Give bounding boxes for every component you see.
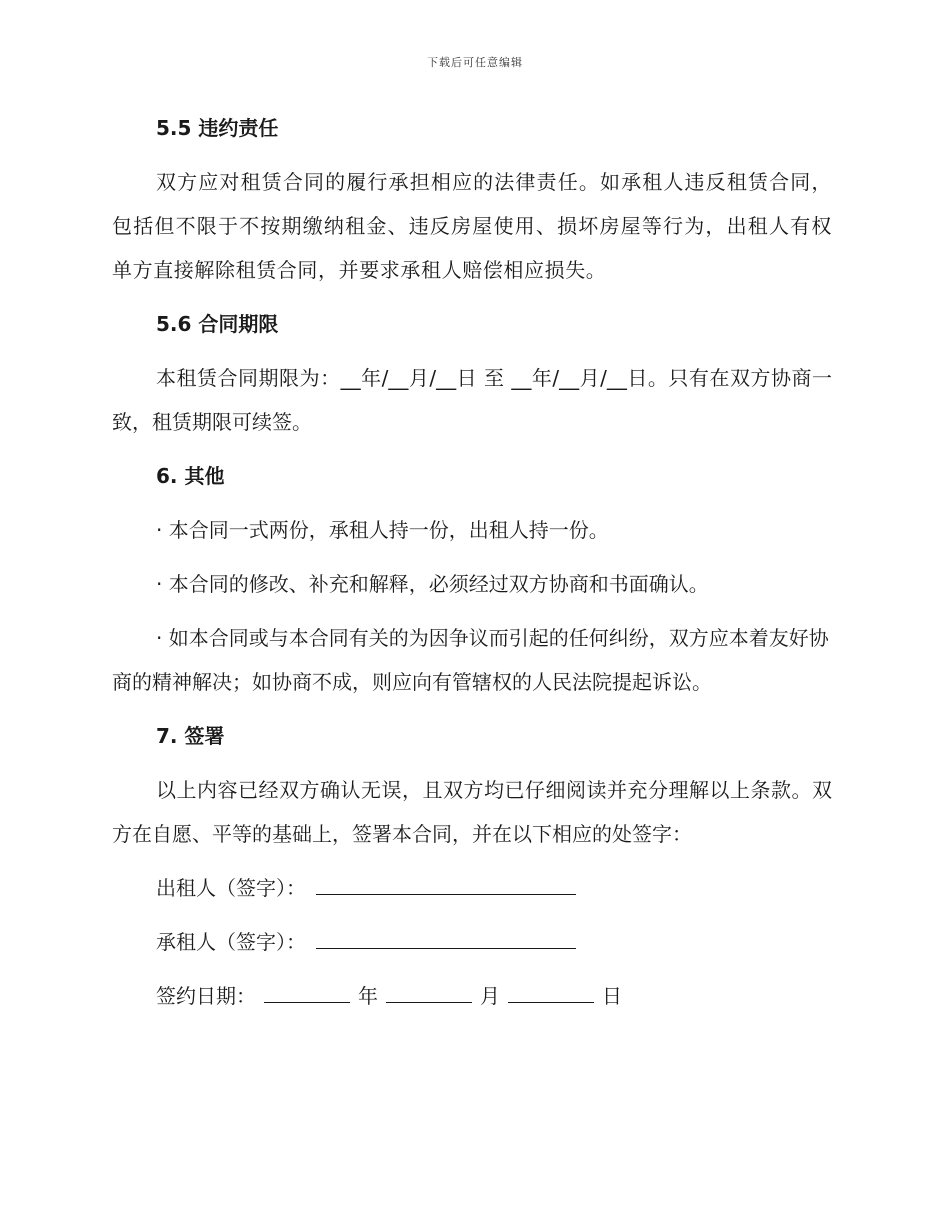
section-5-6-body: 本租赁合同期限为：__年/__月/__日 至 __年/__月/__日。只有在双方协商一致，租赁期限可续签。: [112, 366, 832, 434]
year-blank[interactable]: [264, 980, 350, 1003]
day-unit: 日: [602, 984, 622, 1008]
lessor-signature-label: 出租人（签字）：: [156, 876, 306, 900]
month-unit: 月: [480, 984, 500, 1008]
year-unit: 年: [358, 984, 378, 1008]
lessee-signature-line[interactable]: [316, 926, 576, 949]
section-5-5-title: 5.5 违约责任: [156, 116, 279, 140]
list-item: · 如本合同或与本合同有关的为因争议而引起的任何纠纷，双方应本着友好协商的精神解决；如协商不成，则应向有管辖权的人民法院提起诉讼。: [112, 626, 829, 694]
signing-date-label: 签约日期：: [156, 984, 256, 1008]
lessor-signature-row: [112, 866, 832, 910]
signing-date-row: [112, 974, 832, 1018]
page-header: 下载后可任意编辑: [427, 56, 523, 69]
list-item: · 本合同一式两份，承租人持一份，出租人持一份。: [156, 518, 609, 542]
lessor-signature-line[interactable]: [316, 872, 576, 895]
month-blank[interactable]: [386, 980, 472, 1003]
section-6-title: 6. 其他: [156, 464, 225, 488]
section-7-title: 7. 签署: [156, 724, 225, 748]
section-5-6-title: 5.6 合同期限: [156, 312, 279, 336]
lessee-signature-label: 承租人（签字）：: [156, 930, 306, 954]
list-item: · 本合同的修改、补充和解释，必须经过双方协商和书面确认。: [156, 572, 709, 596]
section-5-5-body: 双方应对租赁合同的履行承担相应的法律责任。如承租人违反租赁合同，包括但不限于不按期缴纳租金、违反房屋使用、损坏房屋等行为，出租人有权单方直接解除租赁合同，并要求承租人赔偿相应损失。: [112, 170, 832, 282]
document-body: [112, 106, 832, 1028]
lessee-signature-row: [112, 920, 832, 964]
section-7-body: 以上内容已经双方确认无误，且双方均已仔细阅读并充分理解以上条款。双方在自愿、平等的基础上，签署本合同，并在以下相应的处签字：: [112, 778, 832, 846]
day-blank[interactable]: [508, 980, 594, 1003]
